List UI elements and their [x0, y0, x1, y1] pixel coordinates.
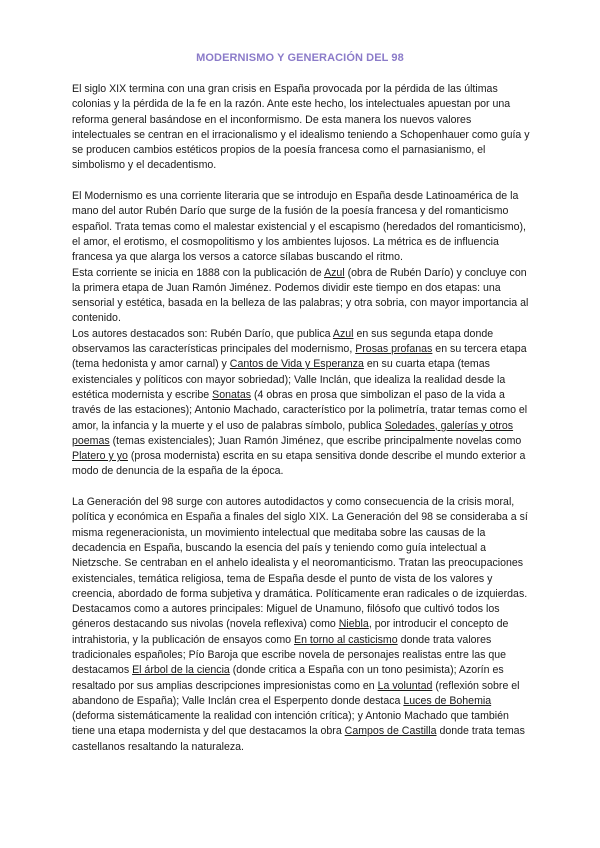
document-body	[72, 82, 530, 755]
work-title-niebla: Niebla	[338, 618, 369, 631]
text-segment: (donde critica a España con un tono pesimista); Azorín es resaltado por sus amplias descripciones impresionistas como en	[72, 664, 504, 692]
text-segment: (reflexión sobre el abandono de España); Valle Inclán crea el Esperpento donde destaca	[72, 679, 520, 707]
work-title-azul: Azul	[324, 266, 345, 279]
work-title-arbol: El árbol de la ciencia	[132, 664, 230, 677]
text-segment: Esta corriente se inicia en 1888 con la publicación de	[72, 266, 325, 279]
work-title-en-torno: En torno al casticismo	[294, 633, 398, 646]
paragraph-etapas	[72, 266, 530, 327]
paragraph-intro: El siglo XIX termina con una gran crisis en España provocada por la pérdida de las últimas colonias y la pérdida de la fe en la razón. Ante este hecho, los intelectuales apuestan por una reforma general basándose en el inconformismo. De esta manera los nuevos valores intelectuales se centran en el irracionalismo y el idealismo teniendo a Schopenhauer como guía y se producen cambios estéticos propios de la poesía francesa como el parnasianismo, el simbolismo y el decadentismo.	[72, 83, 530, 172]
text-segment: Destacamos como a autores principales: Miguel de Unamuno, filósofo que cultivó todos los géneros destacando sus nivolas (novela reflexiva) como	[72, 603, 500, 631]
work-title-soledades: Soledades, galerías y otros poemas	[72, 419, 514, 447]
work-title-azul-2: Azul	[332, 327, 354, 340]
text-segment: en su cuarta etapa (temas existenciales y políticos con mayor sobriedad); Valle Inclán, que idealiza la realidad desde la estética modernista y escribe	[72, 358, 506, 401]
text-segment: donde trata valores tradicionales españoles; Pío Baroja que escribe novela de personajes realistas entre las que destacamos	[72, 633, 507, 677]
text-segment: (deforma sistemáticamente la realidad con intención crítica); y Antonio Machado que también tiene una etapa modernista y del que destacamos la obra	[72, 710, 509, 738]
paragraph-modernismo: El Modernismo es una corriente literaria que se introdujo en España desde Latinoamérica de la mano del autor Rubén Darío que surge de la fusión de la poesía francesa y del romanticismo español. Trata temas como el malestar existencial y el escapismo (heredados del romanticismo), el amor, el erotismo, el cosmopolitismo y los ambientes lujosos. La métrica es de influencia francesa ya que alarga los versos a catorce sílabas buscando el ritmo.	[72, 190, 526, 264]
work-title-campos: Campos de Castilla	[344, 725, 437, 738]
text-segment: (prosa modernista) escrita en su etapa sensitiva donde describe el mundo exterior a modo de denuncia de la españa de la época.	[72, 450, 526, 478]
work-title-platero: Platero y yo	[72, 450, 128, 463]
work-title-voluntad: La voluntad	[377, 679, 433, 692]
text-segment: en sus segunda etapa donde observamos las características principales del modernismo,	[72, 327, 494, 356]
text-segment: (temas existenciales); Juan Ramón Jiménez, que escribe principalmente novelas como	[109, 434, 522, 447]
work-title-luces: Luces de Bohemia	[403, 694, 492, 707]
text-segment: (obra de Rubén Darío) y concluye con la primera etapa de Juan Ramón Jiménez. Podemos dividir este tiempo en dos etapas: una sensorial y estética, basada en la belleza de las palabras; y otra sobria, con mayor importancia al contenido.	[72, 266, 529, 325]
document-title: MODERNISMO Y GENERACIÓN DEL 98	[196, 52, 404, 64]
work-title-cantos: Cantos de Vida y Esperanza	[229, 358, 364, 371]
text-segment: (4 obras en prosa que simbolizan el paso de la vida a través de las estaciones); Antonio Machado, característico por la polimetría, tratar temas como el amor, la infancia y la muerte y el uso de palabras símbolo, publica	[72, 388, 528, 432]
work-title-prosas-profanas: Prosas profanas	[355, 343, 433, 356]
paragraph-autores-98	[72, 602, 530, 755]
text-segment: , por introducir el concepto de intrahistoria, y la publicación de ensayos como	[72, 618, 509, 646]
paragraph-generacion-98: La Generación del 98 surge con autores autodidactos y como consecuencia de la crisis moral, política y económica en España a finales del siglo XIX. La Generación del 98 se consideraba a sí misma regeneracionista, un movimiento intelectual que meditaba sobre las causas de la decadencia en España, buscando la esencia del país y teniendo como guía intelectual a Nietzsche. Se centraban en el anhelo idealista y el neoromanticismo. Tratan las preocupaciones existenciales, temática religiosa, tema de España desde el punto de vista de los valores y creencia, abordado de forma subjetiva y dramática. Políticamente eran radicales o de izquierdas.	[72, 496, 528, 600]
text-segment: en su tercera etapa (tema hedonista y amor carnal) y	[72, 343, 527, 371]
text-segment: donde trata temas castellanos resaltando la naturaleza.	[72, 725, 525, 753]
text-segment: Los autores destacados son: Rubén Darío, que publica	[72, 327, 333, 340]
paragraph-autores-modernismo	[72, 327, 530, 480]
work-title-sonatas: Sonatas	[212, 388, 252, 401]
